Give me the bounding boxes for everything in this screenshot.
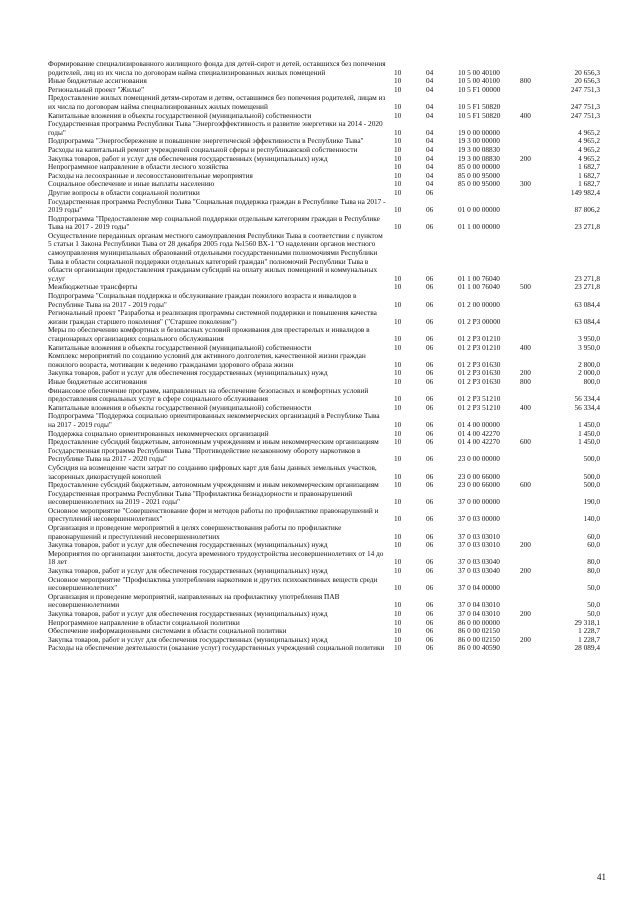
row-rz: 10	[394, 497, 402, 507]
row-cs: 01 4 00 42270	[458, 437, 500, 447]
row-rz: 10	[394, 359, 402, 369]
row-rz: 10	[394, 626, 402, 636]
row-pr: 06	[426, 643, 434, 653]
row-name: Предоставление субсидий бюджетным, автономным учреждениям и иным некоммерческим организациям	[48, 480, 379, 490]
row-sum: 190,0	[583, 497, 600, 507]
row-sum: 149 982,4	[570, 187, 600, 197]
row-rz: 10	[394, 127, 402, 137]
row-sum: 23 271,8	[574, 273, 600, 283]
row-cs: 19 3 00 00000	[458, 136, 500, 146]
table-row	[48, 507, 600, 524]
row-cs: 01 2 P3 51210	[458, 394, 501, 404]
row-vr: 600	[520, 437, 531, 447]
row-sum: 247 751,3	[570, 101, 600, 111]
row-name: Иные бюджетные ассигнования	[48, 376, 147, 386]
row-sum: 1 450,0	[578, 428, 600, 438]
row-rz: 10	[394, 540, 402, 550]
row-sum: 4 965,2	[578, 136, 600, 146]
row-pr: 04	[426, 101, 434, 111]
row-sum: 4 965,2	[578, 153, 600, 163]
row-pr: 06	[426, 617, 434, 627]
row-cs: 23 0 00 66000	[458, 471, 500, 481]
row-pr: 06	[426, 368, 434, 378]
row-rz: 10	[394, 136, 402, 146]
row-sum: 140,0	[583, 514, 600, 524]
row-cs: 01 4 00 42270	[458, 428, 500, 438]
row-sum: 60,0	[587, 540, 600, 550]
row-sum: 500,0	[583, 471, 600, 481]
row-pr: 06	[426, 514, 434, 524]
row-vr: 800	[520, 76, 531, 86]
table-row	[48, 464, 600, 481]
page-number: 41	[597, 872, 606, 882]
row-name: Предоставление субсидий бюджетным, автономным учреждениям и иным некоммерческим организациям	[48, 437, 379, 447]
row-cs: 01 2 P3 01630	[458, 359, 501, 369]
row-rz: 10	[394, 368, 402, 378]
row-pr: 06	[426, 531, 434, 541]
table-row	[48, 352, 600, 369]
row-pr: 06	[426, 419, 434, 429]
table-row	[48, 593, 600, 610]
row-cs: 19 0 00 00000	[458, 127, 500, 137]
row-cs: 01 2 P3 01210	[458, 342, 501, 352]
row-name: Подпрограмма "Социальная поддержка и обслуживание граждан пожилого возраста и инвалидов в Республике Тыва на 2017 - 2019 годы"	[48, 291, 357, 309]
row-sum: 2 800,0	[578, 359, 600, 369]
row-name: Расходы на обеспечение деятельности (оказание услуг) государственных учреждений социальной политики	[48, 643, 385, 653]
row-cs: 01 2 P3 51210	[458, 402, 501, 412]
row-pr: 04	[426, 179, 434, 189]
row-vr: 600	[520, 480, 531, 490]
row-rz: 10	[394, 394, 402, 404]
row-cs: 23 0 00 66000	[458, 480, 500, 490]
row-name: Государственная программа Республики Тыва "Энергоэффективность и развитие энергетики на 2014 - 2020 годы"	[48, 119, 383, 137]
row-sum: 60,0	[587, 531, 600, 541]
row-rz: 10	[394, 557, 402, 567]
row-pr: 06	[426, 282, 434, 292]
table-row	[48, 198, 600, 215]
row-pr: 06	[426, 376, 434, 386]
row-cs: 37 0 03 03040	[458, 557, 500, 567]
row-rz: 10	[394, 101, 402, 111]
row-rz: 10	[394, 376, 402, 386]
row-rz: 10	[394, 282, 402, 292]
table-row	[48, 232, 600, 284]
row-name: Основное мероприятие "Совершенствование форм и методов работы по профилактике правонарушений и преступлений несовершеннолетних"	[48, 505, 379, 524]
row-pr: 04	[426, 76, 434, 86]
row-pr: 06	[426, 557, 434, 567]
row-cs: 86 0 00 02150	[458, 634, 500, 644]
row-cs: 01 4 00 00000	[458, 419, 500, 429]
row-name: Формирование специализированного жилищного фонда для детей-сирот и детей, оставшихся без попечения родителей, лиц из их числа по договорам найма специализированных жилых помещений	[48, 59, 386, 77]
row-name: Предоставление жилых помещений детям-сиротам и детям, оставшимся без попечения родителей, лицам из их числа по договорам найма специализированных жилых помещений	[48, 93, 386, 111]
row-name: Организация и проведение мероприятий, направленных на профилактику употребления ПАВ несовершеннолетними	[48, 591, 340, 610]
row-pr: 06	[426, 273, 434, 283]
row-cs: 85 0 00 95000	[458, 170, 500, 180]
row-vr: 500	[520, 282, 531, 292]
row-name: Закупка товаров, работ и услуг для обеспечения государственных (муниципальных) нужд	[48, 566, 328, 576]
row-rz: 10	[394, 402, 402, 412]
row-name: Поддержка социально ориентированных некоммерческих организаций	[48, 428, 269, 438]
row-rz: 10	[394, 471, 402, 481]
row-cs: 86 0 00 02150	[458, 626, 500, 636]
row-rz: 10	[394, 67, 402, 77]
row-cs: 10 5 F1 00000	[458, 84, 501, 94]
row-pr: 04	[426, 110, 434, 120]
row-rz: 10	[394, 273, 402, 283]
row-name: Организация и проведение мероприятий в целях совершенствования работы по профилактике правонарушений и преступлений несовершеннолетних	[48, 523, 342, 541]
row-vr: 200	[520, 368, 531, 378]
row-cs: 37 0 00 00000	[458, 497, 500, 507]
row-pr: 04	[426, 144, 434, 154]
row-pr: 04	[426, 170, 434, 180]
row-sum: 50,0	[587, 609, 600, 618]
row-cs: 85 0 00 95000	[458, 179, 500, 189]
row-sum: 3 950,0	[578, 334, 600, 343]
row-vr: 400	[520, 110, 531, 120]
row-pr: 04	[426, 84, 434, 94]
table-row	[48, 447, 600, 464]
row-cs: 37 0 04 03010	[458, 600, 500, 610]
table-row	[48, 60, 600, 77]
row-pr: 06	[426, 566, 434, 576]
table-row	[48, 524, 600, 541]
row-sum: 80,0	[587, 566, 600, 576]
budget-table	[48, 60, 600, 653]
row-sum: 3 950,0	[578, 342, 600, 352]
row-cs: 37 0 03 00000	[458, 514, 500, 524]
row-pr: 04	[426, 136, 434, 146]
row-pr: 06	[426, 334, 434, 343]
row-name: Капитальные вложения в объекты государственной (муниципальной) собственности	[48, 342, 312, 352]
row-cs: 19 3 00 08830	[458, 144, 500, 154]
row-name: Подпрограмма "Поддержка социально ориентированных некоммерческих организаций в Республике Тыва на 2017 - 2019 годы"	[48, 411, 380, 429]
row-vr: 400	[520, 402, 531, 412]
row-sum: 20 656,3	[574, 76, 600, 86]
row-name: Капитальные вложения в объекты государственной (муниципальной) собственности	[48, 402, 312, 412]
row-cs: 23 0 00 00000	[458, 454, 500, 464]
row-cs: 01 2 P3 00000	[458, 316, 501, 326]
row-rz: 10	[394, 514, 402, 524]
row-rz: 10	[394, 222, 402, 232]
row-sum: 1 228,7	[578, 634, 600, 644]
row-vr: 200	[520, 566, 531, 576]
row-name: Закупка товаров, работ и услуг для обеспечения государственных (муниципальных) нужд	[48, 609, 328, 618]
row-name: Закупка товаров, работ и услуг для обеспечения государственных (муниципальных) нужд	[48, 368, 328, 378]
row-cs: 01 1 00 76040	[458, 282, 500, 292]
row-sum: 1 450,0	[578, 419, 600, 429]
row-rz: 10	[394, 299, 402, 309]
row-rz: 10	[394, 110, 402, 120]
row-sum: 50,0	[587, 583, 600, 593]
row-pr: 04	[426, 162, 434, 172]
row-rz: 10	[394, 76, 402, 86]
row-pr: 06	[426, 437, 434, 447]
row-vr: 200	[520, 609, 531, 618]
row-pr: 06	[426, 342, 434, 352]
table-row	[48, 576, 600, 593]
row-sum: 1 682,7	[578, 170, 600, 180]
row-cs: 85 0 00 00000	[458, 162, 500, 172]
row-pr: 06	[426, 205, 434, 215]
table-row	[48, 120, 600, 137]
row-name: Государственная программа Республики Тыва "Противодействие незаконному обороту наркотиков в Республике Тыва на 2017 - 2020 годы"	[48, 445, 361, 464]
row-name: Подпрограмма "Предоставление мер социальной поддержки отдельным категориям граждан в Республике Тыва на 2017 - 2019 годы"	[48, 213, 380, 232]
row-name: Социальное обеспечение и иные выплаты населению	[48, 179, 215, 189]
row-name: Иные бюджетные ассигнования	[48, 76, 147, 86]
row-sum: 2 000,0	[578, 368, 600, 378]
row-rz: 10	[394, 316, 402, 326]
row-pr: 06	[426, 187, 434, 197]
row-rz: 10	[394, 334, 402, 343]
row-vr: 200	[520, 153, 531, 163]
row-name: Непрограммное направление в области социальной политики	[48, 617, 240, 627]
row-rz: 10	[394, 205, 402, 215]
row-rz: 10	[394, 428, 402, 438]
row-pr: 04	[426, 127, 434, 137]
row-name: Непрограммное направление в области лесного хозяйства	[48, 162, 229, 172]
row-cs: 01 0 00 00000	[458, 205, 500, 215]
row-rz: 10	[394, 634, 402, 644]
row-cs: 37 0 03 03010	[458, 540, 500, 550]
table-row	[48, 94, 600, 111]
row-cs: 10 5 F1 50820	[458, 110, 501, 120]
row-rz: 10	[394, 454, 402, 464]
row-sum: 56 334,4	[574, 402, 600, 412]
row-vr: 800	[520, 376, 531, 386]
row-rz: 10	[394, 162, 402, 172]
row-pr: 06	[426, 540, 434, 550]
row-name: Государственная программа Республики Тыва "Социальная поддержка граждан в Республике Тыва на 2017 - 2019 годы"	[48, 196, 386, 215]
row-name: Меры по обеспечению комфортных и безопасных условий проживания для престарелых и инвалидов в стационарных организациях социального обслуживания	[48, 325, 370, 343]
row-rz: 10	[394, 566, 402, 576]
row-cs: 37 0 04 03010	[458, 609, 500, 618]
row-rz: 10	[394, 600, 402, 610]
row-pr: 06	[426, 428, 434, 438]
row-pr: 06	[426, 600, 434, 610]
row-pr: 06	[426, 402, 434, 412]
row-rz: 10	[394, 643, 402, 653]
row-name: Субсидия на возмещение части затрат по созданию цифровых карт для базы данных земельных участков, засоренных дикорастущей коноплей	[48, 462, 377, 481]
row-cs: 01 2 P3 01630	[458, 376, 501, 386]
row-pr: 04	[426, 67, 434, 77]
table-row	[48, 309, 600, 326]
row-sum: 80,0	[587, 557, 600, 567]
row-cs: 10 5 00 40100	[458, 67, 500, 77]
row-pr: 06	[426, 316, 434, 326]
table-row	[48, 644, 600, 653]
row-rz: 10	[394, 437, 402, 447]
row-name: Межбюджетные трансферты	[48, 282, 138, 292]
row-name: Основное мероприятие "Профилактика употребления наркотиков и других психоактивных веществ среди несовершеннолетних"	[48, 574, 378, 593]
row-sum: 247 751,3	[570, 110, 600, 120]
row-cs: 37 0 04 00000	[458, 583, 500, 593]
row-sum: 4 965,2	[578, 127, 600, 137]
row-pr: 06	[426, 609, 434, 618]
row-sum: 1 682,7	[578, 179, 600, 189]
row-cs: 10 5 F1 50820	[458, 101, 501, 111]
row-name: Другие вопросы в области социальной политики	[48, 187, 200, 197]
row-sum: 500,0	[583, 480, 600, 490]
row-cs: 19 3 00 08830	[458, 153, 500, 163]
row-rz: 10	[394, 170, 402, 180]
row-name: Комплекс мероприятий по созданию условий для активного долголетия, качественной жизни граждан пожилого возраста, мотивации к ведению гражданами здорового образа жизни	[48, 351, 366, 369]
row-name: Капитальные вложения в объекты государственной (муниципальной) собственности	[48, 110, 312, 120]
row-vr: 200	[520, 634, 531, 644]
row-sum: 87 806,2	[574, 205, 600, 215]
row-rz: 10	[394, 480, 402, 490]
row-name: Осуществление переданных органам местного самоуправления Республики Тыва в соответствии с пунктом 5 статьи 1 Закона Республики Тыва от 28 декабря 2005 года №1560 ВХ-1 "О наделении органов местного самоуправления муниципальных образований отдельными государственными полномочиями Республики Тыва в области социальной поддержки отдельных категорий граждан" полномочий Республики Тыва в области организации предоставления гражданам субсидий на оплату жилых помещений и коммунальных услуг	[48, 230, 383, 283]
row-sum: 1 228,7	[578, 626, 600, 636]
row-cs: 37 0 03 03010	[458, 531, 500, 541]
row-rz: 10	[394, 531, 402, 541]
row-name: Расходы на капитальный ремонт учреждений социальной сферы и республиканской собственности	[48, 144, 358, 154]
table-row	[48, 387, 600, 404]
row-name: Мероприятия по организации занятости, досуга временного трудоустройства несовершеннолетних от 14 до 18 лет	[48, 548, 384, 567]
row-rz: 10	[394, 84, 402, 94]
row-pr: 06	[426, 359, 434, 369]
row-rz: 10	[394, 583, 402, 593]
row-name: Региональный проект "Жилье"	[48, 84, 145, 94]
row-name: Государственная программа Республики Тыва "Профилактика безнадзорности и правонарушений несовершеннолетних на 2019 - 2021 годы"	[48, 488, 353, 507]
row-cs: 01 2 P3 01210	[458, 334, 501, 343]
row-pr: 06	[426, 471, 434, 481]
row-sum: 1 682,7	[578, 162, 600, 172]
row-pr: 06	[426, 394, 434, 404]
row-sum: 500,0	[583, 454, 600, 464]
table-row	[48, 412, 600, 429]
table-row	[48, 550, 600, 567]
row-sum: 28 089,4	[574, 643, 600, 653]
row-cs: 86 0 00 40590	[458, 643, 500, 653]
row-pr: 06	[426, 454, 434, 464]
row-sum: 29 318,1	[574, 617, 600, 627]
row-sum: 23 271,8	[574, 282, 600, 292]
row-cs: 10 5 00 40100	[458, 76, 500, 86]
row-sum: 247 751,3	[570, 84, 600, 94]
row-rz: 10	[394, 419, 402, 429]
row-sum: 63 084,4	[574, 299, 600, 309]
row-sum: 4 965,2	[578, 144, 600, 154]
row-name: Подпрограмма "Энергосбережение и повышение энергетической эффективности в Республике Тыва"	[48, 136, 364, 146]
row-sum: 1 450,0	[578, 437, 600, 447]
row-name: Закупка товаров, работ и услуг для обеспечения государственных (муниципальных) нужд	[48, 540, 328, 550]
row-name: Обеспечение информационными системами в области социальной политики	[48, 626, 287, 636]
row-rz: 10	[394, 179, 402, 189]
row-rz: 10	[394, 342, 402, 352]
row-sum: 23 271,8	[574, 222, 600, 232]
row-cs: 01 1 00 76040	[458, 273, 500, 283]
row-sum: 63 084,4	[574, 316, 600, 326]
row-name: Финансовое обеспечение программ, направленных на обеспечение безопасных и комфортных условий предоставления социальных услуг в сфере социального обслуживания	[48, 385, 369, 404]
row-sum: 56 334,4	[574, 394, 600, 404]
row-pr: 06	[426, 299, 434, 309]
row-pr: 06	[426, 222, 434, 232]
table-row	[48, 292, 600, 309]
row-pr: 06	[426, 634, 434, 644]
table-row	[48, 490, 600, 507]
row-vr: 400	[520, 342, 531, 352]
row-name: Региональный проект "Разработка и реализация программы системной поддержки и повышения качества жизни граждан старшего поколения" ("Старшее поколение")	[48, 308, 377, 326]
row-rz: 10	[394, 617, 402, 627]
row-pr: 04	[426, 153, 434, 163]
row-cs: 86 0 00 00000	[458, 617, 500, 627]
row-name: Закупка товаров, работ и услуг для обеспечения государственных (муниципальных) нужд	[48, 634, 328, 644]
row-cs: 01 2 00 00000	[458, 299, 500, 309]
row-vr: 300	[520, 179, 531, 189]
table-row	[48, 215, 600, 232]
row-rz: 10	[394, 609, 402, 618]
row-pr: 06	[426, 626, 434, 636]
row-rz: 10	[394, 144, 402, 154]
row-cs: 01 1 00 00000	[458, 222, 500, 232]
row-name: Закупка товаров, работ и услуг для обеспечения государственных (муниципальных) нужд	[48, 153, 328, 163]
row-sum: 50,0	[587, 600, 600, 610]
row-vr: 200	[520, 540, 531, 550]
table-row	[48, 326, 600, 343]
row-sum: 800,0	[583, 376, 600, 386]
row-rz: 10	[394, 153, 402, 163]
row-rz: 10	[394, 187, 402, 197]
row-pr: 06	[426, 480, 434, 490]
row-sum: 20 656,3	[574, 67, 600, 77]
row-cs: 01 2 P3 01630	[458, 368, 501, 378]
row-pr: 06	[426, 583, 434, 593]
row-cs: 37 0 03 03040	[458, 566, 500, 576]
row-name: Расходы на лесоохранные и лесовосстановительные мероприятия	[48, 170, 253, 180]
row-pr: 06	[426, 497, 434, 507]
